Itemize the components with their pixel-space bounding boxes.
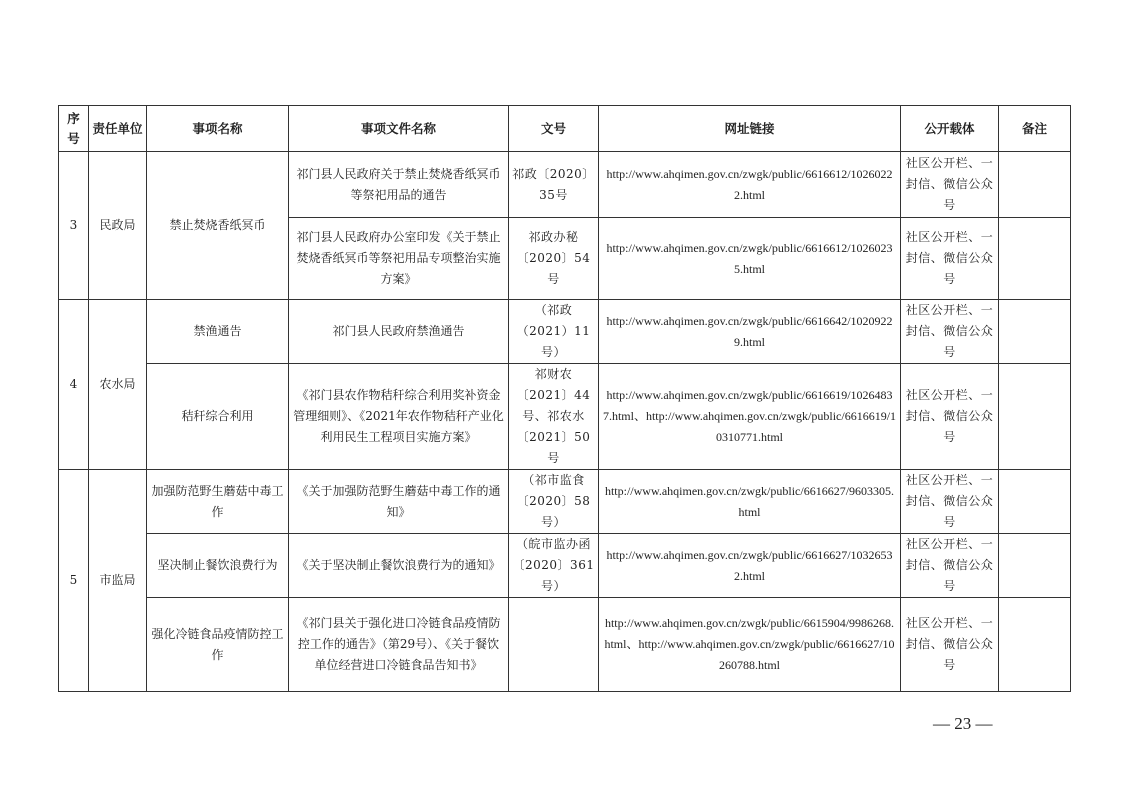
note-cell — [999, 218, 1071, 300]
note-cell — [999, 364, 1071, 470]
url-cell: http://www.ahqimen.gov.cn/zwgk/public/6616612/10260222.html — [599, 152, 901, 218]
docno-cell: （祁市监食〔2020〕58号） — [509, 470, 599, 534]
item-name-cell: 秸秆综合利用 — [147, 364, 289, 470]
unit-cell: 农水局 — [89, 300, 147, 470]
table-row — [59, 534, 1071, 598]
file-cell: 《关于加强防范野生蘑菇中毒工作的通知》 — [289, 470, 509, 534]
disclosure-table — [58, 105, 1071, 692]
seq-cell: 4 — [59, 300, 89, 470]
note-cell — [999, 534, 1071, 598]
url-cell: http://www.ahqimen.gov.cn/zwgk/public/6616612/10260235.html — [599, 218, 901, 300]
seq-cell: 3 — [59, 152, 89, 300]
item-name-cell: 禁渔通告 — [147, 300, 289, 364]
table-row — [59, 300, 1071, 364]
docno-cell: 祁政办秘〔2020〕54号 — [509, 218, 599, 300]
note-cell — [999, 152, 1071, 218]
url-cell: http://www.ahqimen.gov.cn/zwgk/public/6615904/9986268.html、http://www.ahqimen.gov.cn/zwgk/public/6616627/10260788.html — [599, 598, 901, 692]
media-cell: 社区公开栏、一封信、微信公众号 — [901, 152, 999, 218]
file-cell: 《关于坚决制止餐饮浪费行为的通知》 — [289, 534, 509, 598]
header-docno: 文号 — [509, 106, 599, 152]
url-cell: http://www.ahqimen.gov.cn/zwgk/public/6616642/10209229.html — [599, 300, 901, 364]
media-cell: 社区公开栏、一封信、微信公众号 — [901, 470, 999, 534]
note-cell — [999, 470, 1071, 534]
header-unit: 责任单位 — [89, 106, 147, 152]
docno-cell — [509, 598, 599, 692]
header-media: 公开载体 — [901, 106, 999, 152]
unit-cell: 市监局 — [89, 470, 147, 692]
url-cell: http://www.ahqimen.gov.cn/zwgk/public/6616627/10326532.html — [599, 534, 901, 598]
header-row — [59, 106, 1071, 152]
seq-cell: 5 — [59, 470, 89, 692]
table-row — [59, 598, 1071, 692]
note-cell — [999, 300, 1071, 364]
media-cell: 社区公开栏、一封信、微信公众号 — [901, 300, 999, 364]
item-name-cell: 禁止焚烧香纸冥币 — [147, 152, 289, 300]
url-cell: http://www.ahqimen.gov.cn/zwgk/public/6616627/9603305.html — [599, 470, 901, 534]
media-cell: 社区公开栏、一封信、微信公众号 — [901, 364, 999, 470]
docno-cell: （祁政（2021）11号） — [509, 300, 599, 364]
media-cell: 社区公开栏、一封信、微信公众号 — [901, 534, 999, 598]
item-name-cell: 坚决制止餐饮浪费行为 — [147, 534, 289, 598]
docno-cell: （皖市监办函〔2020〕361号） — [509, 534, 599, 598]
file-cell: 《祁门县关于强化进口冷链食品疫情防控工作的通告》（第29号）、《关于餐饮单位经营进口冷链食品告知书》 — [289, 598, 509, 692]
table-row — [59, 364, 1071, 470]
header-url: 网址链接 — [599, 106, 901, 152]
unit-cell: 民政局 — [89, 152, 147, 300]
header-file: 事项文件名称 — [289, 106, 509, 152]
note-cell — [999, 598, 1071, 692]
media-cell: 社区公开栏、一封信、微信公众号 — [901, 598, 999, 692]
header-seq: 序号 — [59, 106, 89, 152]
file-cell: 祁门县人民政府关于禁止焚烧香纸冥币等祭祀用品的通告 — [289, 152, 509, 218]
url-cell: http://www.ahqimen.gov.cn/zwgk/public/6616619/10264837.html、http://www.ahqimen.gov.cn/zwgk/public/6616619/10310771.html — [599, 364, 901, 470]
media-cell: 社区公开栏、一封信、微信公众号 — [901, 218, 999, 300]
file-cell: 祁门县人民政府办公室印发《关于禁止焚烧香纸冥币等祭祀用品专项整治实施方案》 — [289, 218, 509, 300]
table-row — [59, 470, 1071, 534]
file-cell: 祁门县人民政府禁渔通告 — [289, 300, 509, 364]
item-name-cell: 加强防范野生蘑菇中毒工作 — [147, 470, 289, 534]
page-number: — 23 — — [933, 714, 993, 733]
header-note: 备注 — [999, 106, 1071, 152]
table-row — [59, 152, 1071, 218]
docno-cell: 祁政〔2020〕35号 — [509, 152, 599, 218]
item-name-cell: 强化冷链食品疫情防控工作 — [147, 598, 289, 692]
header-item: 事项名称 — [147, 106, 289, 152]
file-cell: 《祁门县农作物秸秆综合利用奖补资金管理细则》、《2021年农作物秸秆产业化利用民生工程项目实施方案》 — [289, 364, 509, 470]
docno-cell: 祁财农〔2021〕44号、祁农水〔2021〕50号 — [509, 364, 599, 470]
